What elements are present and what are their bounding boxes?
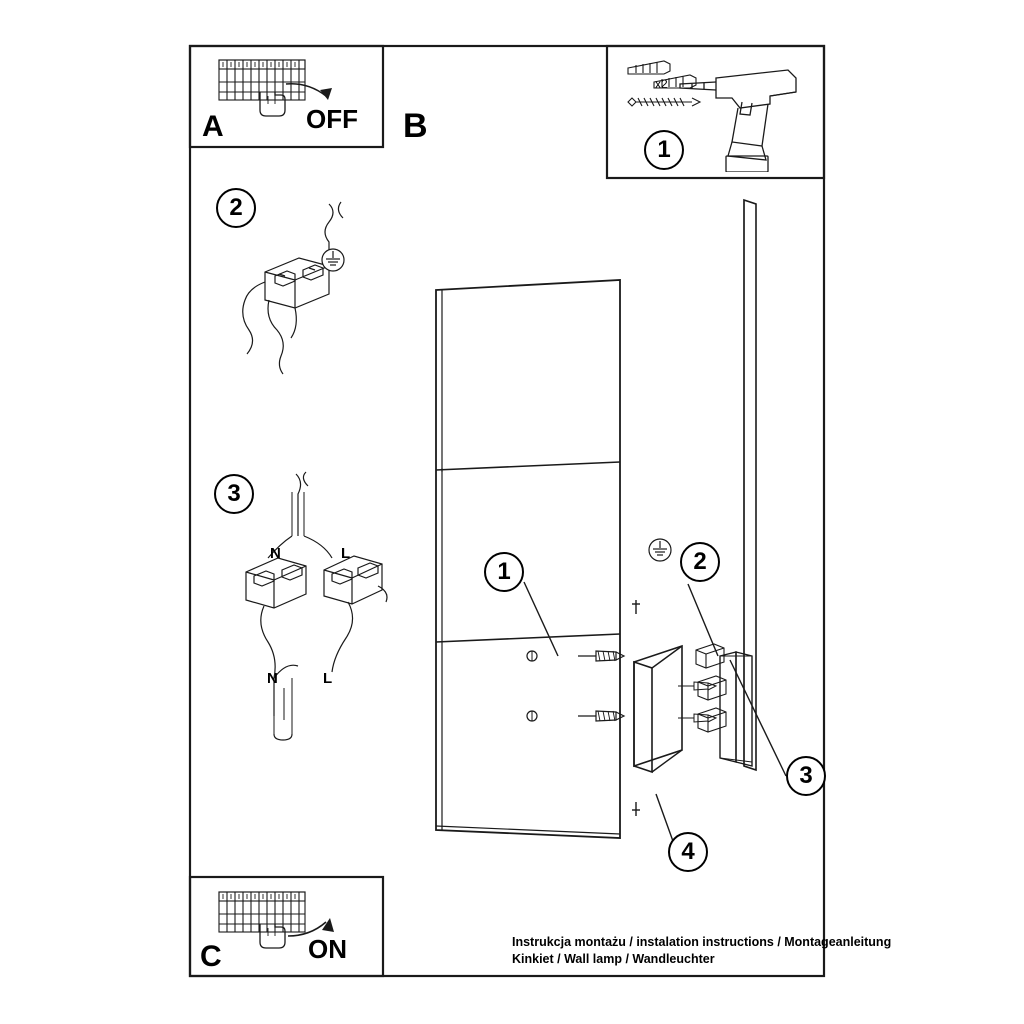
step-badge-1: 1 [644, 130, 684, 170]
quantity-label: x2 [655, 77, 668, 91]
earth-symbol-icon [649, 539, 671, 561]
cordless-drill-icon [680, 70, 796, 172]
panel-c-letter: C [200, 940, 222, 973]
wall-lamp-exploded-view [420, 190, 820, 870]
screw-set-step1 [527, 651, 624, 721]
screw-icon [628, 98, 700, 106]
panel-a-state-label: OFF [306, 104, 358, 134]
terminal-label-n-top: N [270, 545, 281, 562]
footer-line-1: Instrukcja montażu / instalation instructions / Montageanleitung [512, 935, 892, 949]
two-connector-blocks-icon [228, 466, 398, 746]
mounting-bracket [720, 652, 752, 766]
panel-a-letter: A [202, 110, 224, 143]
step-badge-3: 3 [214, 474, 254, 514]
callout-badge-2: 2 [680, 542, 720, 582]
panel-b-letter: B [403, 107, 428, 145]
terminal-label-l-top: L [341, 545, 351, 562]
wall-plane [436, 280, 620, 838]
terminal-label-l-bottom: L [323, 670, 333, 687]
leader-lines [524, 582, 786, 844]
bracket-connector-blocks [678, 644, 726, 732]
callout-badge-1: 1 [484, 552, 524, 592]
curved-arrow-up-icon [284, 906, 342, 940]
footer-line-2: Kinkiet / Wall lamp / Wandleuchter [512, 952, 715, 966]
connector-block-earth-icon [225, 196, 365, 396]
step-badge-2: 2 [216, 188, 256, 228]
panel-c-state-label: ON [308, 934, 347, 964]
curved-arrow-down-icon [282, 80, 342, 112]
wall-plug-icon [628, 61, 670, 74]
lamp-base-housing [634, 646, 682, 772]
callout-badge-4: 4 [668, 832, 708, 872]
terminal-label-n-bottom: N [267, 670, 278, 687]
callout-badge-3: 3 [786, 756, 826, 796]
lamp-profile-bar [744, 200, 756, 770]
